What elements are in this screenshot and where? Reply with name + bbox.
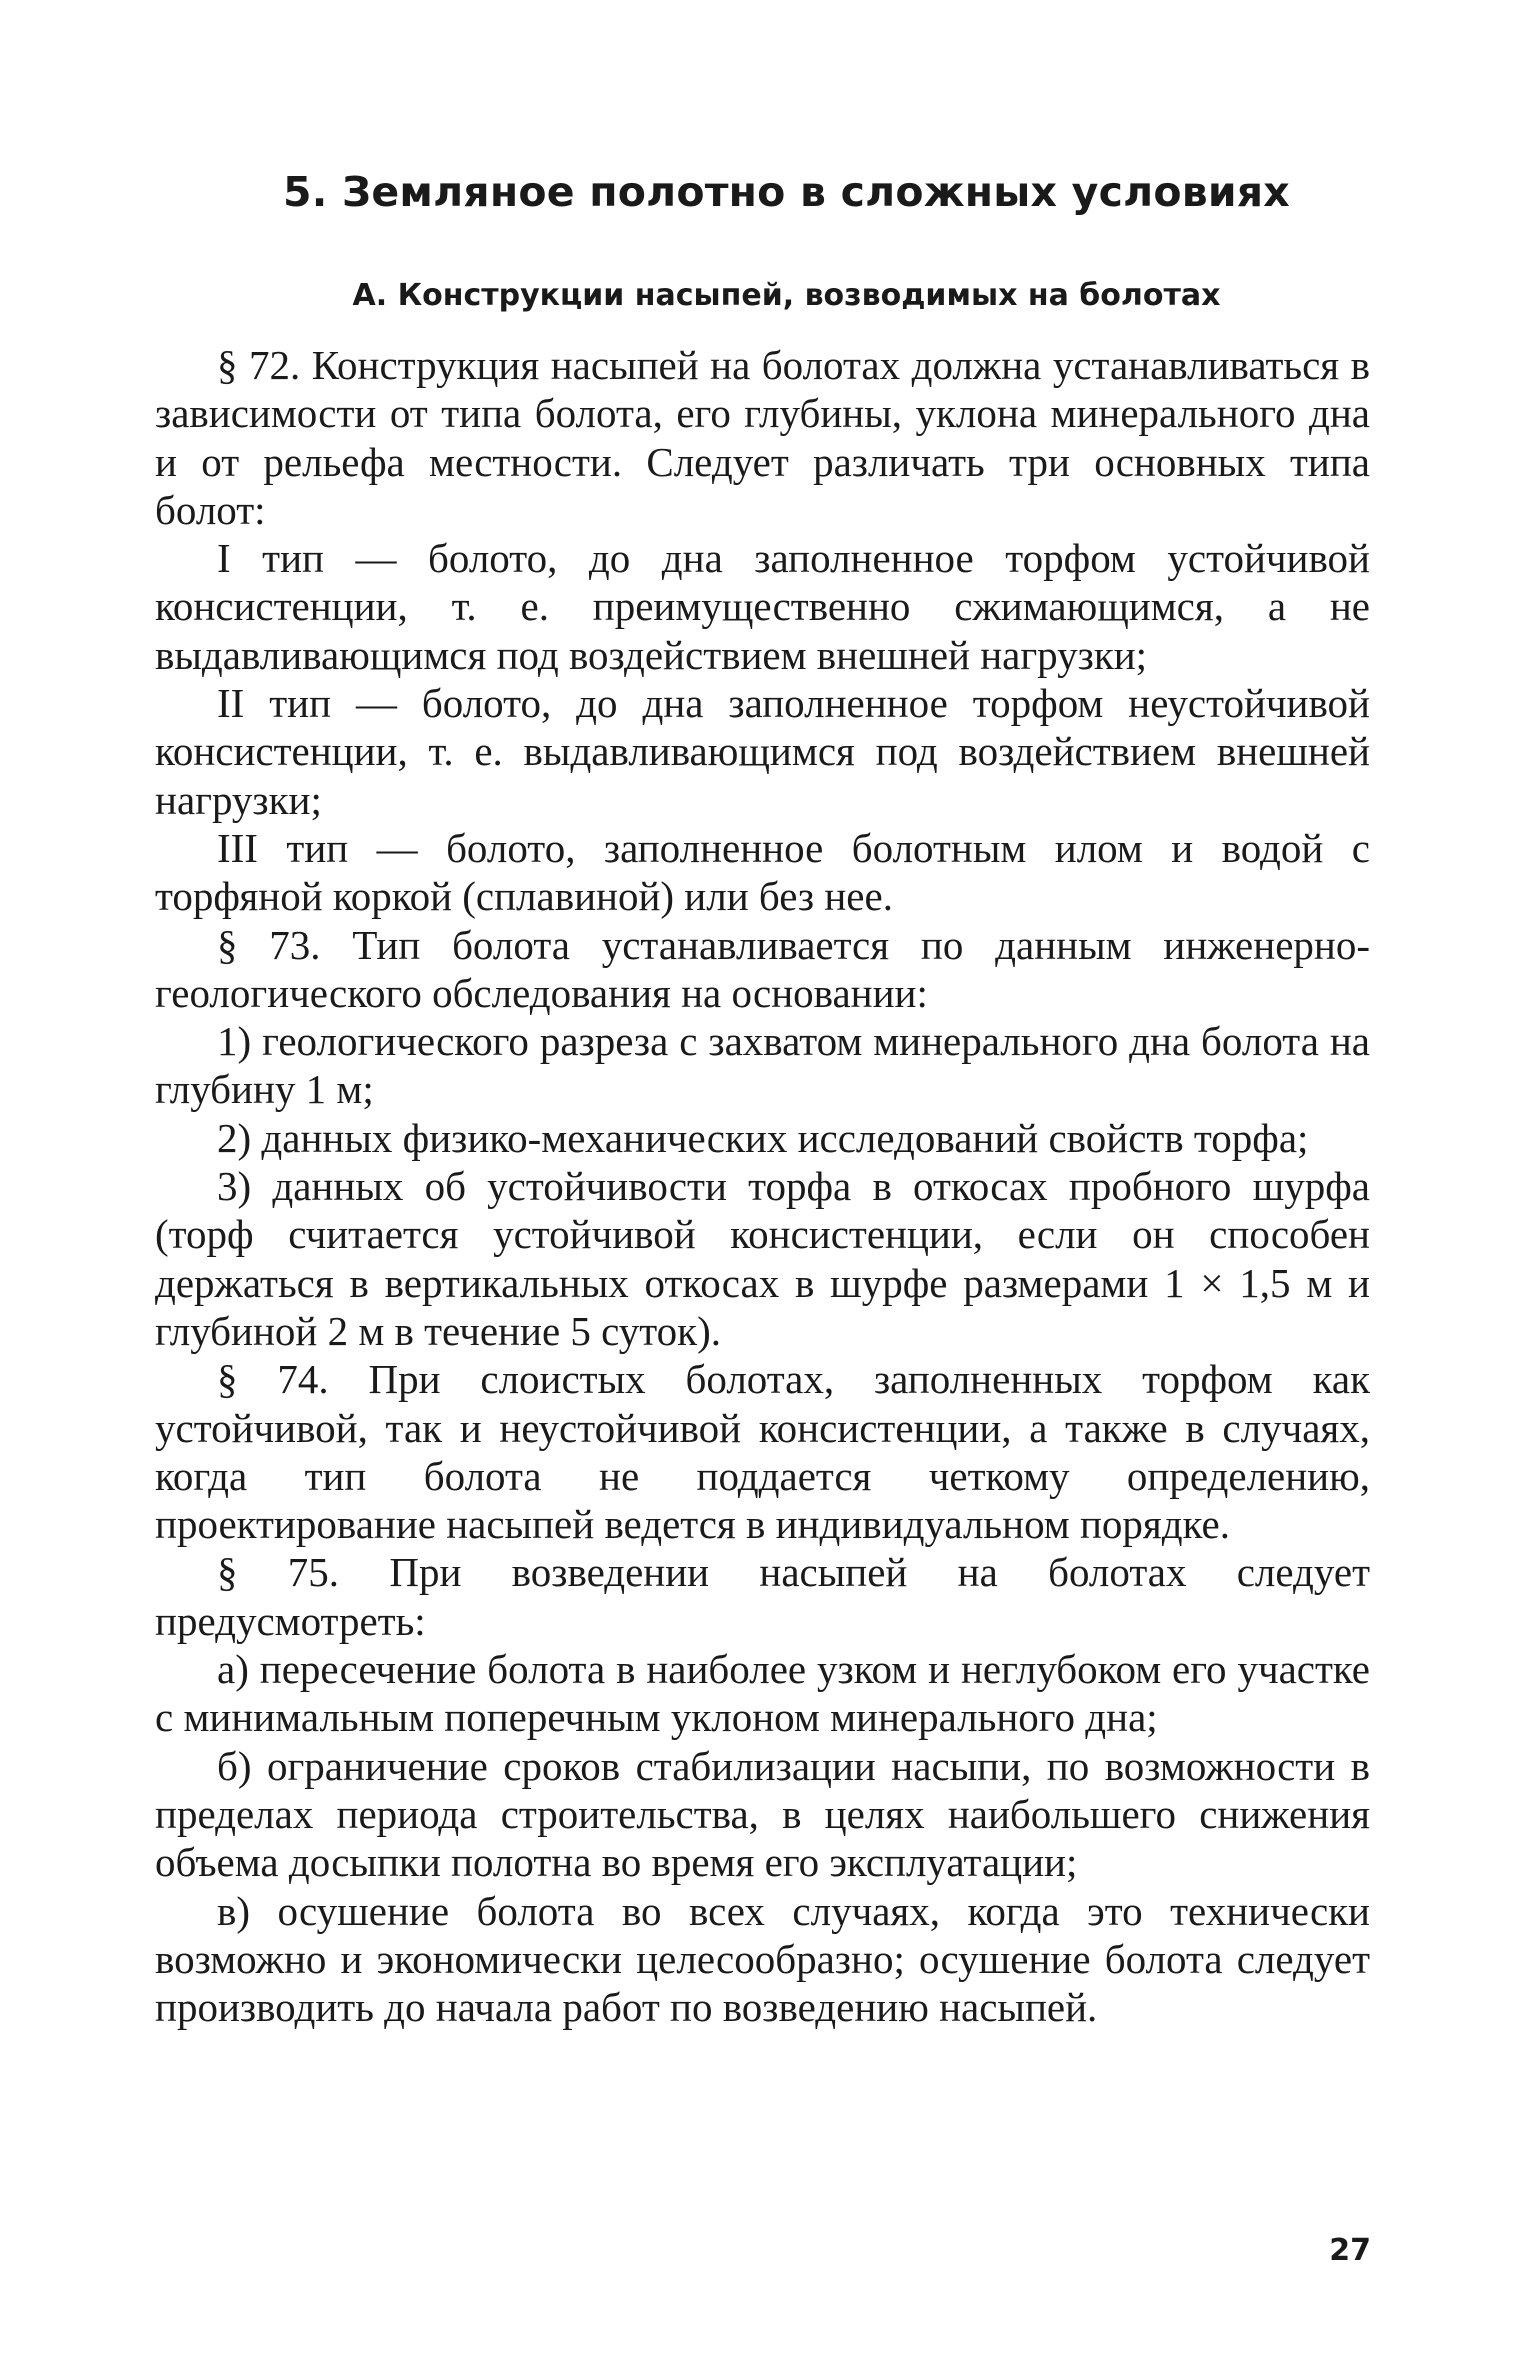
paragraph-74: § 74. При слоистых болотах, заполненных торфом как устойчивой, так и неустойчивой консистенции, а также в случаях, когда тип болота не поддается четкому определению, проектирование насыпей ведется в индивидуальном порядке. [155,1356,1370,1548]
body-text [155,341,1370,2031]
section-heading: 5. Земляное полотно в сложных условиях [283,168,1290,216]
list-item-1: 1) геологического разреза с захватом минерального дна болота на глубину 1 м; [155,1018,1370,1113]
paragraph-75: § 75. При возведении насыпей на болотах следует предусмотреть: [155,1549,1370,1644]
paragraph-type-1: I тип — болото, до дна заполненное торфом устойчивой консистенции, т. е. преимущественно сжимающимся, а не выдавливающимся под воздействием внешней нагрузки; [155,535,1370,678]
list-item-a: а) пересечение болота в наиболее узком и неглубоком его участке с минимальным поперечным уклоном минерального дна; [155,1646,1370,1741]
paragraph-type-3: III тип — болото, заполненное болотным илом и водой с торфяной коркой (сплавиной) или без нее. [155,824,1370,920]
list-item-c: в) осушение болота во всех случаях, когда это технически возможно и экономически целесообразно; осушение болота следует производить до начала работ по возведению насыпей. [155,1887,1370,2031]
list-item-b: б) ограничение сроков стабилизации насыпи, по возможности в пределах периода строительства, в целях наибольшего снижения объема досыпки полотна во время его эксплуатации; [155,1742,1370,1886]
subsection-heading: А. Конструкции насыпей, возводимых на болотах [352,278,1221,313]
list-item-3: 3) данных об устойчивости торфа в откосах пробного шурфа (торф считается устойчивой консистенции, если он способен держаться в вертикальных откосах в шурфе размерами 1 × 1,5 м и глубиной 2 м в течение 5 суток). [155,1163,1370,1354]
paragraph-73: § 73. Тип болота устанавливается по данным инженерно-геологического обследования на основании: [155,921,1370,1016]
list-item-2: 2) данных физико-механических исследований свойств торфа; [217,1114,1309,1161]
page-number: 27 [1329,2233,1371,2268]
paragraph-72: § 72. Конструкция насыпей на болотах должна устанавливаться в зависимости от типа болота, его глубины, уклона минерального дна и от рельефа местности. Следует различать три основных типа болот: [155,342,1370,533]
page [155,168,1370,2031]
paragraph-type-2: II тип — болото, до дна заполненное торфом неустойчивой консистенции, т. е. выдавливающимся под воздействием внешней нагрузки; [155,680,1370,823]
